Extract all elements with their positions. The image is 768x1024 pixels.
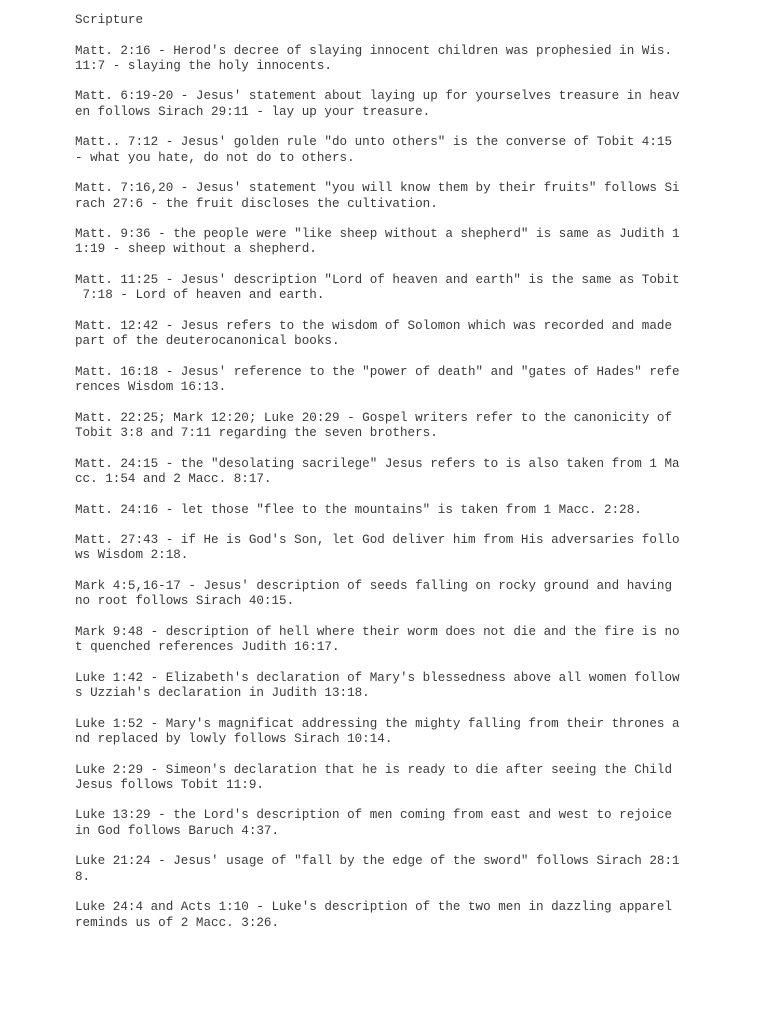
scripture-entry (75, 89, 755, 120)
entry-line: Jesus follows Tobit 11:9. (75, 777, 264, 792)
entry-line: cc. 1:54 and 2 Macc. 8:17. (75, 471, 272, 486)
entry-line: Luke 1:42 - Elizabeth's declaration of Mary's blessedness above all women follow (75, 670, 680, 685)
entry-line: Luke 24:4 and Acts 1:10 - Luke's description of the two men in dazzling apparel (75, 900, 673, 915)
scripture-entry (75, 365, 755, 396)
scripture-entry (75, 717, 755, 748)
scripture-entry (75, 533, 755, 564)
document-heading: Scripture (75, 13, 144, 27)
entry-line: Matt. 2:16 - Herod's decree of slaying innocent children was prophesied in Wis. (75, 43, 673, 58)
entry-line: no root follows Sirach 40:15. (75, 594, 295, 609)
scripture-entry (75, 763, 755, 794)
entry-line: nd replaced by lowly follows Sirach 10:14. (75, 731, 393, 746)
entry-line: reminds us of 2 Macc. 3:26. (75, 915, 280, 930)
entry-line: 7:18 - Lord of heaven and earth. (75, 288, 325, 303)
entry-line: 8. (75, 869, 91, 884)
entry-line: rach 27:6 - the fruit discloses the cultivation. (75, 196, 438, 211)
entry-line: t quenched references Judith 16:17. (75, 640, 340, 655)
entry-line: s Uzziah's declaration in Judith 13:18. (75, 686, 370, 701)
entry-line: en follows Sirach 29:11 - lay up your treasure. (75, 104, 431, 119)
entry-line: 1:19 - sheep without a shepherd. (75, 242, 317, 257)
scripture-entry (75, 319, 755, 350)
entry-list (75, 44, 755, 931)
entry-line: Mark 4:5,16-17 - Jesus' description of seeds falling on rocky ground and having (75, 578, 673, 593)
entry-line: part of the deuterocanonical books. (75, 334, 340, 349)
scripture-entry (75, 671, 755, 702)
entry-line: Luke 21:24 - Jesus' usage of "fall by the edge of the sword" follows Sirach 28:1 (75, 854, 680, 869)
scripture-entry (75, 579, 755, 610)
entry-line: Matt.. 7:12 - Jesus' golden rule "do unto others" is the converse of Tobit 4:15 (75, 135, 673, 150)
entry-line: Matt. 7:16,20 - Jesus' statement "you will know them by their fruits" follows Si (75, 181, 680, 196)
scripture-entry (75, 503, 755, 518)
scripture-entry (75, 273, 755, 304)
entry-line: Luke 2:29 - Simeon's declaration that he is ready to die after seeing the Child (75, 762, 673, 777)
scripture-entry (75, 411, 755, 442)
entry-line: Matt. 24:16 - let those "flee to the mountains" is taken from 1 Macc. 2:28. (75, 502, 642, 517)
scripture-entry (75, 854, 755, 885)
entry-line: rences Wisdom 16:13. (75, 380, 227, 395)
scripture-entry (75, 625, 755, 656)
entry-line: Mark 9:48 - description of hell where their worm does not die and the fire is no (75, 624, 680, 639)
document-page (75, 13, 755, 946)
entry-line: Matt. 9:36 - the people were "like sheep without a shepherd" is same as Judith 1 (75, 227, 680, 242)
entry-line: Matt. 11:25 - Jesus' description "Lord of heaven and earth" is the same as Tobit (75, 273, 680, 288)
entry-line: Luke 13:29 - the Lord's description of men coming from east and west to rejoice (75, 808, 673, 823)
entry-line: - what you hate, do not do to others. (75, 150, 355, 165)
entry-line: ws Wisdom 2:18. (75, 548, 189, 563)
scripture-entry (75, 900, 755, 931)
entry-line: Matt. 6:19-20 - Jesus' statement about laying up for yourselves treasure in heav (75, 89, 680, 104)
scripture-entry (75, 181, 755, 212)
entry-line: Matt. 22:25; Mark 12:20; Luke 20:29 - Gospel writers refer to the canonicity of (75, 410, 673, 425)
scripture-entry (75, 44, 755, 75)
entry-line: Matt. 16:18 - Jesus' reference to the "power of death" and "gates of Hades" refe (75, 364, 680, 379)
entry-line: Matt. 24:15 - the "desolating sacrilege" Jesus refers to is also taken from 1 Ma (75, 456, 680, 471)
entry-line: Matt. 12:42 - Jesus refers to the wisdom of Solomon which was recorded and made (75, 318, 673, 333)
entry-line: in God follows Baruch 4:37. (75, 823, 280, 838)
entry-line: Tobit 3:8 and 7:11 regarding the seven brothers. (75, 426, 438, 441)
scripture-entry (75, 227, 755, 258)
entry-line: Luke 1:52 - Mary's magnificat addressing the mighty falling from their thrones a (75, 716, 680, 731)
scripture-entry (75, 135, 755, 166)
scripture-entry (75, 808, 755, 839)
entry-line: 11:7 - slaying the holy innocents. (75, 58, 332, 73)
entry-line: Matt. 27:43 - if He is God's Son, let God deliver him from His adversaries follo (75, 533, 680, 548)
scripture-entry (75, 457, 755, 488)
